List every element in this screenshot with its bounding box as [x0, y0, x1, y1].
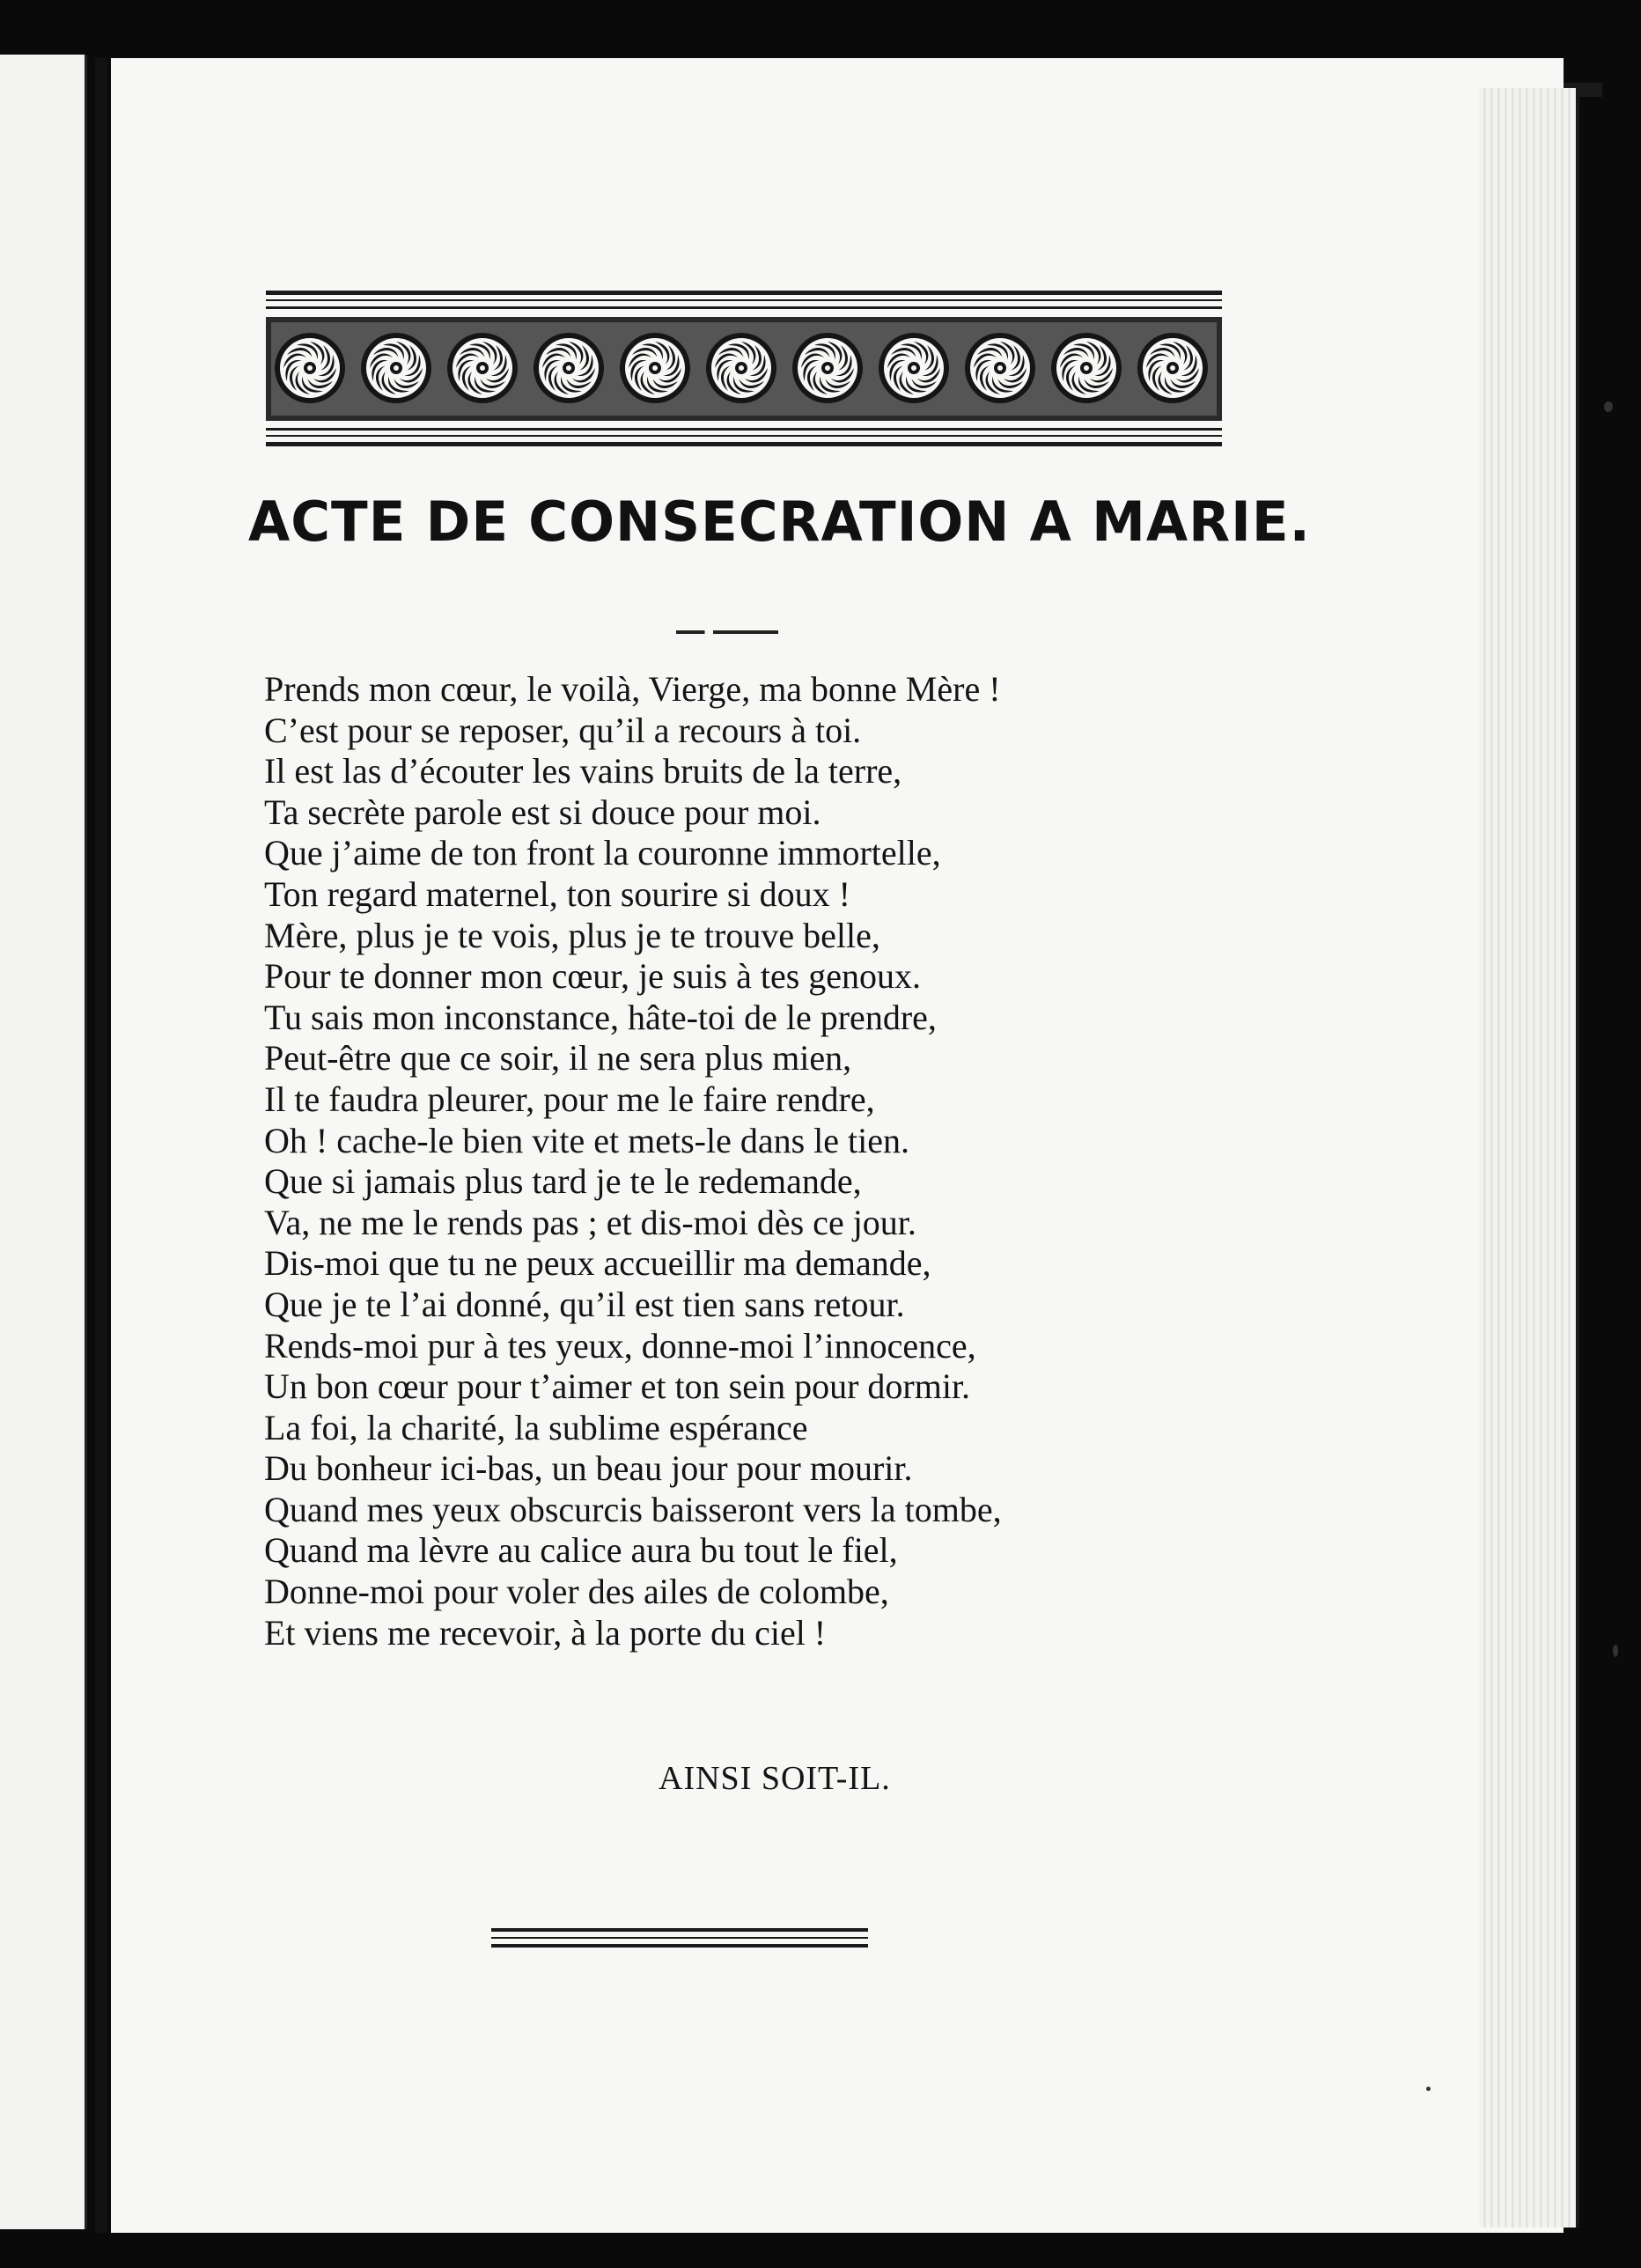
poem-line: Quand ma lèvre au calice aura bu tout le fiel,	[264, 1530, 898, 1571]
poem-line: Il est las d’écouter les vains bruits de la terre,	[264, 751, 902, 792]
scan-speck	[1426, 2087, 1431, 2091]
closing-amen: AINSI SOIT-IL.	[659, 1760, 891, 1797]
poem-line: Et viens me recevoir, à la porte du ciel !	[264, 1612, 827, 1653]
facing-page-edge	[0, 55, 87, 2229]
poem-line: C’est pour se reposer, qu’il a recours à toi.	[264, 710, 862, 750]
poem-line: Dis-moi que tu ne peux accueillir ma demande,	[264, 1243, 931, 1284]
poem-line: Prends mon cœur, le voilà, Vierge, ma bonne Mère !	[264, 669, 1001, 709]
poem-line: Ta secrète parole est si douce pour moi.	[264, 792, 821, 832]
poem-line: La foi, la charité, la sublime espérance	[264, 1407, 808, 1447]
scan-speck	[1604, 401, 1613, 412]
poem-line: Pour te donner mon cœur, je suis à tes genoux.	[264, 956, 922, 997]
poem-line: Rends-moi pur à tes yeux, donne-moi l’innocence,	[264, 1325, 976, 1366]
title-divider	[676, 630, 778, 634]
poem-line: Que si jamais plus tard je te le redemande,	[264, 1161, 862, 1202]
page-stack-edges	[1479, 88, 1579, 2228]
ornament-band	[266, 291, 1222, 451]
poem-line: Que je te l’ai donné, qu’il est tien sans retour.	[264, 1284, 905, 1324]
poem-line: Un bon cœur pour t’aimer et ton sein pour dormir.	[264, 1366, 971, 1407]
poem-line: Du bonheur ici-bas, un beau jour pour mourir.	[264, 1448, 913, 1489]
book-gutter	[95, 58, 107, 2233]
poem-line: Mère, plus je te vois, plus je te trouve belle,	[264, 915, 880, 955]
poem-line: Va, ne me le rends pas ; et dis-moi dès ce jour.	[264, 1202, 916, 1242]
poem-line: Quand mes yeux obscurcis baisseront vers la tombe,	[264, 1489, 1002, 1529]
poem-body	[264, 669, 1197, 1653]
poem-line: Peut-être que ce soir, il ne sera plus mien,	[264, 1038, 852, 1079]
poem-line: Donne-moi pour voler des ailes de colombe,	[264, 1572, 889, 1612]
poem-line: Que j’aime de ton front la couronne immortelle,	[264, 833, 941, 873]
poem-line: Il te faudra pleurer, pour me le faire rendre,	[264, 1079, 875, 1119]
end-rule	[491, 1926, 868, 1953]
poem-line: Ton regard maternel, ton sourire si doux !	[264, 873, 850, 914]
page-title: ACTE DE CONSECRATION A MARIE.	[248, 490, 1311, 554]
poem-line: Oh ! cache-le bien vite et mets-le dans le tien.	[264, 1120, 910, 1160]
scan-speck	[1613, 1645, 1618, 1657]
poem-line: Tu sais mon inconstance, hâte-toi de le prendre,	[264, 997, 937, 1037]
